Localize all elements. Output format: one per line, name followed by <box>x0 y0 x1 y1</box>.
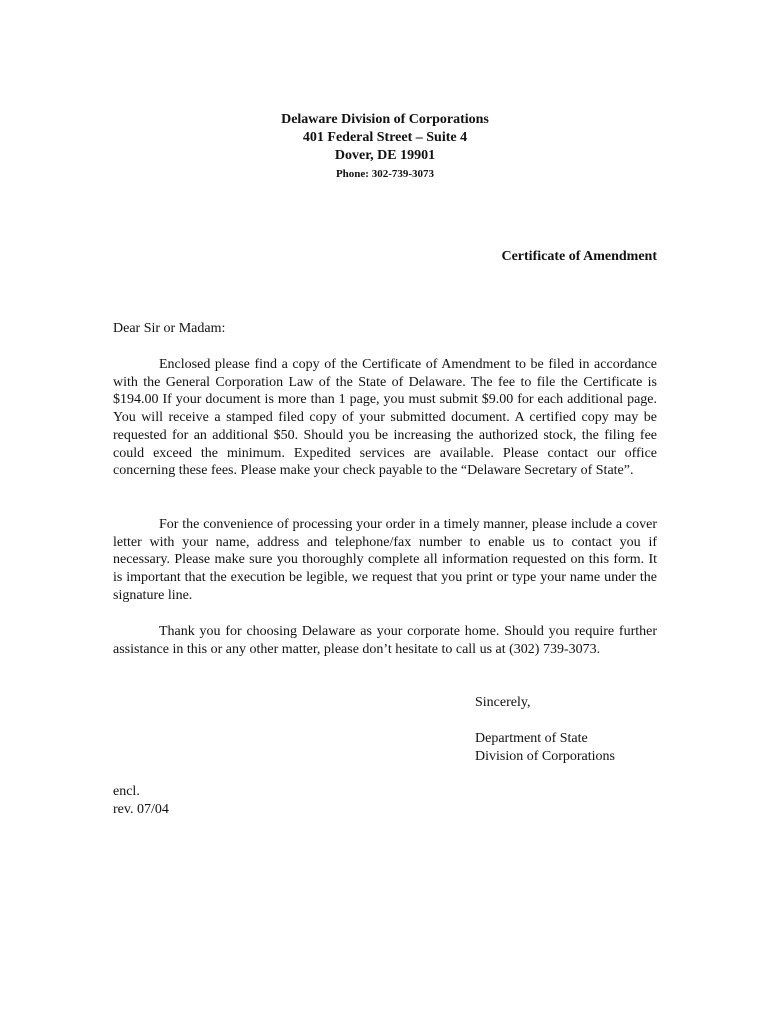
enclosure-note: encl. <box>113 784 140 799</box>
street-address: 401 Federal Street – Suite 4 <box>302 130 468 145</box>
city-address: Dover, DE 19901 <box>334 148 436 163</box>
phone-number: Phone: 302-739-3073 <box>335 168 435 180</box>
revision-note: rev. 07/04 <box>113 802 169 817</box>
org-name: Delaware Division of Corporations <box>281 112 489 127</box>
closing: Sincerely, <box>475 695 531 710</box>
body-paragraph-processing: For the convenience of processing your order in a timely manner, please include a cover letter with your name, address and telephone/fax number to enable us to contact you if necessary. Please make sure you thoroughly complete all information requested on this form. It is important that the execution be legible, we request that you print or type your name under the signature line. <box>113 517 657 603</box>
body-paragraph-thanks: Thank you for choosing Delaware as your corporate home. Should you require further assistance in this or any other matter, please don’t hesitate to call us at (302) 739-3073. <box>113 624 657 657</box>
letterhead <box>0 111 770 182</box>
signature-block <box>475 730 615 766</box>
document-title: Certificate of Amendment <box>501 249 657 264</box>
signature-division: Division of Corporations <box>475 749 615 764</box>
salutation: Dear Sir or Madam: <box>113 321 226 336</box>
signature-department: Department of State <box>475 731 588 746</box>
footer-notes <box>113 783 169 819</box>
body-paragraph-fees: Enclosed please find a copy of the Certificate of Amendment to be filed in accordance with the General Corporation Law of the State of Delaware. The fee to file the Certificate is $194.00 If your document is more than 1 page, you must submit $9.00 for each additional page. You will receive a stamped filed copy of your submitted document. A certified copy may be requested for an additional $50. Should you be increasing the authorized stock, the filing fee could exceed the minimum. Expedited services are available. Please contact our office concerning these fees. Please make your check payable to the “Delaware Secretary of State”. <box>113 357 657 479</box>
